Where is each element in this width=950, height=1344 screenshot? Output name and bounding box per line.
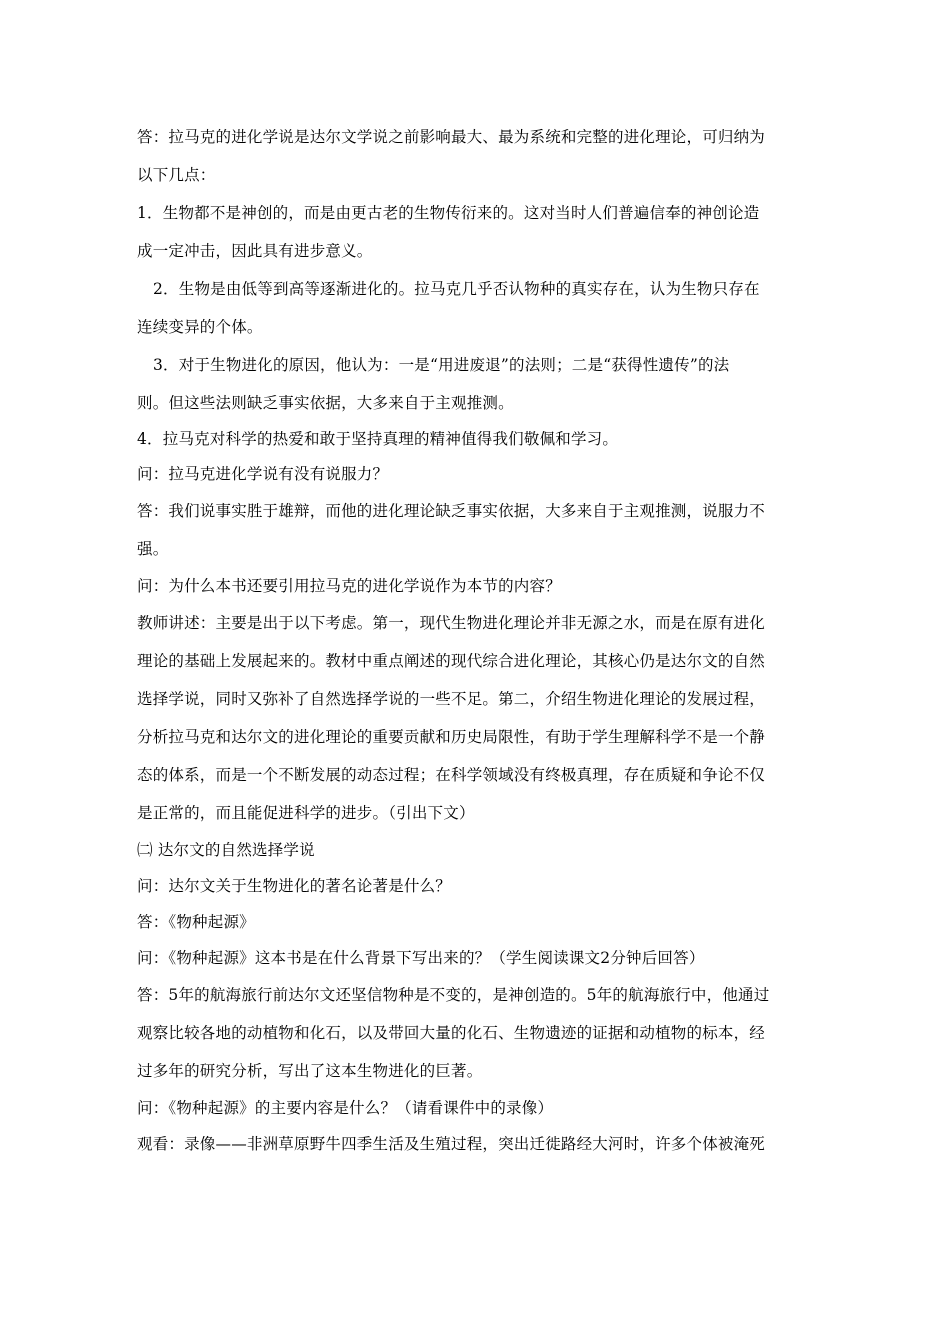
text-line: 以下几点：: [137, 166, 216, 184]
text-line: 是正常的，而且能促进科学的进步。（引出下文）: [137, 804, 475, 822]
text-line: 态的体系，而是一个不断发展的动态过程；在科学领域没有终极真理，存在质疑和争论不仅: [137, 766, 766, 784]
paragraph-question: [137, 456, 817, 492]
text-line: 答：我们说事实胜于雄辩，而他的进化理论缺乏事实依据，大多来自于主观推测，说服力不: [137, 502, 766, 520]
text-line: 答：《物种起源》: [137, 913, 255, 931]
paragraph-answer: [137, 492, 817, 568]
text-line: 分析拉马克和达尔文的进化理论的重要贡献和历史局限性，有助于学生理解科学不是一个静: [137, 728, 766, 746]
paragraph-lamarck-answer: [137, 118, 817, 194]
paragraph-point-2: [137, 270, 817, 346]
paragraph-point-1: [137, 194, 817, 270]
text-line: 问：为什么本书还要引用拉马克的进化学说作为本节的内容？: [137, 577, 561, 595]
section-heading: [137, 832, 817, 868]
text-line: 答：拉马克的进化学说是达尔文学说之前影响最大、最为系统和完整的进化理论，可归纳为: [137, 128, 766, 146]
text-line: 连续变异的个体。: [137, 318, 263, 336]
paragraph-question: [137, 1090, 817, 1126]
paragraph-answer: [137, 904, 817, 940]
text-line: 过多年的研究分析，写出了这本生物进化的巨著。: [137, 1062, 483, 1080]
paragraph-teacher-explanation: [137, 604, 817, 832]
paragraph-observation: [137, 1126, 817, 1162]
paragraph-question: [137, 868, 817, 904]
paragraph-answer: [137, 976, 817, 1090]
text-line: 问：《物种起源》这本书是在什么背景下写出来的？（学生阅读课文2分钟后回答）: [137, 949, 705, 967]
document-body: [137, 118, 817, 1162]
text-line: 问：达尔文关于生物进化的著名论著是什么？: [137, 877, 452, 895]
text-line: 观察比较各地的动植物和化石，以及带回大量的化石、生物遗迹的证据和动植物的标本，经: [137, 1024, 766, 1042]
text-line: 观看：录像——非洲草原野牛四季生活及生殖过程，突出迁徙路经大河时，许多个体被淹死: [137, 1135, 766, 1153]
text-line: 成一定冲击，因此具有进步意义。: [137, 242, 373, 260]
text-line: 答：5年的航海旅行前达尔文还坚信物种是不变的，是神创造的。5年的航海旅行中，他通过: [137, 986, 770, 1004]
text-line: 则。但这些法则缺乏事实依据，大多来自于主观推测。: [137, 394, 514, 412]
text-line: 2．生物是由低等到高等逐渐进化的。拉马克几乎否认物种的真实存在，认为生物只存在: [153, 280, 760, 298]
paragraph-question: [137, 568, 817, 604]
paragraph-question: [137, 940, 817, 976]
text-line: 理论的基础上发展起来的。教材中重点阐述的现代综合进化理论，其核心仍是达尔文的自然: [137, 652, 766, 670]
text-line: 问：《物种起源》的主要内容是什么？（请看课件中的录像）: [137, 1099, 554, 1117]
paragraph-point-3: [137, 346, 817, 422]
text-line: ㈡ 达尔文的自然选择学说: [137, 841, 315, 859]
text-line: 3．对于生物进化的原因，他认为：一是“用进废退”的法则；二是“获得性遗传”的法: [153, 356, 730, 374]
text-line: 1．生物都不是神创的，而是由更古老的生物传衍来的。这对当时人们普遍信奉的神创论造: [137, 204, 760, 222]
text-line: 选择学说，同时又弥补了自然选择学说的一些不足。第二，介绍生物进化理论的发展过程，: [137, 690, 766, 708]
text-line: 强。: [137, 540, 169, 558]
text-line: 教师讲述：主要是出于以下考虑。第一，现代生物进化理论并非无源之水，而是在原有进化: [137, 614, 766, 632]
text-line: 4．拉马克对科学的热爱和敢于坚持真理的精神值得我们敬佩和学习。: [137, 430, 619, 448]
paragraph-point-4: [137, 422, 817, 456]
text-line: 问：拉马克进化学说有没有说服力？: [137, 465, 389, 483]
